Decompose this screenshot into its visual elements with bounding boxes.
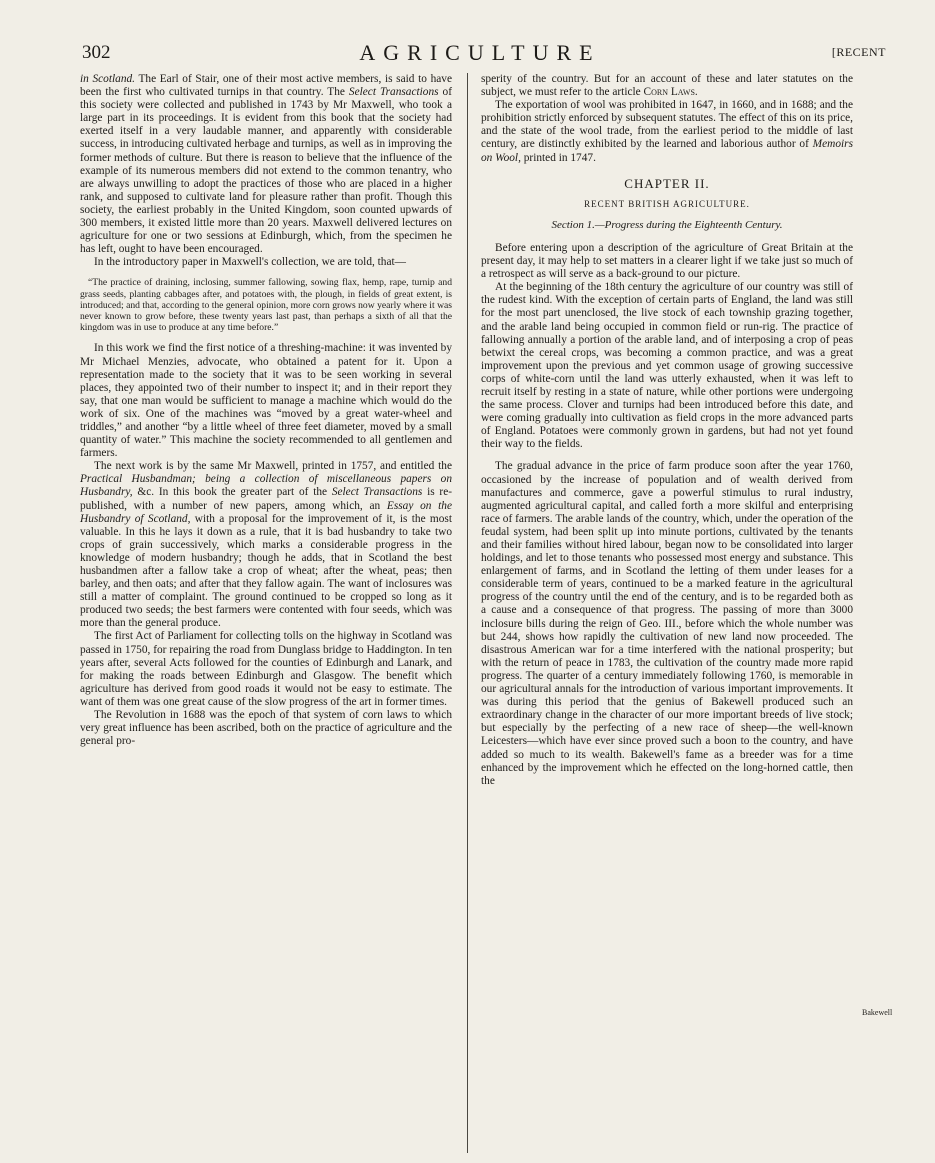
text-run: with a proposal for the improvement of it, is the most valuable. In this he lays it down as a rule, that it is bad husbandry to take two crops of grain successively, which marks a considerable progress in the knowledge of modern husbandry; though he adds, that in Scotland the best husbandmen after a fallow take a crop of wheat; after the wheat, peas; then barley, and then oats; and after that they fallow again. The want of inclosures was still a matter of complaint. The ground continued to be cropped so long as it produced two seeds; the best farmers were contented with four seeds, which was more than the general produce. xyxy=(80,512,452,630)
right-column xyxy=(481,73,853,788)
italic-text: Memoirs on Wool, xyxy=(481,138,853,164)
italic-text: Essay on the Husbandry of Scotland, xyxy=(80,499,453,525)
paragraph xyxy=(481,73,853,99)
chapter-subheading: RECENT BRITISH AGRICULTURE. xyxy=(584,198,750,209)
paragraph: The Revolution in 1688 was the epoch of that system of corn laws to which very great influence has been ascribed, both on the practice of agriculture and the general pro- xyxy=(80,709,452,748)
section-tag: [RECENT xyxy=(831,45,886,59)
italic-text: Select Transactions xyxy=(348,86,439,99)
paragraph: The gradual advance in the price of farm produce soon after the year 1760, occasioned by the increase of population and of wealth derived from manufactures and commerce, gave a powerful stimulus to rural industry, augmented agricultural capital, and called forth a more skilful and enterprising race of farmers. The arable lands of the country, which, under the operation of the feudal system, had been split up into minute portions, cultivated by the tenants and their families without hired labour, began now to be consolidated into larger holdings, and let to those tenants who possessed most energy and substance. This enlargement of farms, and in Scotland the letting of them under leases for a considerable term of years, continued to be a marked feature in the agricultural progress of the country until the end of the century, and is to be regarded both as a cause and a consequence of that progress. The passing of more than 3000 inclosure bills during the reign of Geo. III., before which the whole number was but 244, shows how rapidly the cultivation of new land now proceeded. The disastrous American war for a time interfered with the national prosperity; but with the return of peace in 1783, the cultivation of the country made more rapid progress. The quarter of a century immediately following 1760, is memorable in our agricultural annals for the introduction of various important improvements. It was during this period that the genius of Bakewell produced such an extraordinary change in the character of our more important breeds of live stock; but especially by the perfecting of a new race of sheep—the well-known Leicesters—which have ever since proved such a boon to the country, and have added so much to its wealth. Bakewell's fame as a breeder was for a time enhanced by the improvement which he effected on the long-horned cattle, then the xyxy=(481,460,853,787)
text-run: of this society were collected and published in 1743 by Mr Maxwell, who took a large part in its proceedings. It is evident from this book that the society had exerted itself in a very laudable manner, and apparently with considerable success, in introducing cultivated herbage and turnips, as well as in improving the former methods of culture. But there is reason to believe that the influence of the example of its numerous members did not extend to the common tenantry, who are always unwilling to adopt the practices of those who are placed in a higher rank, and supposed to cultivate land for pleasure rather than profit. Though this society, the earliest probably in the United Kingdom, soon counted upwards of 300 members, it existed little more than 20 years. Maxwell delivered lectures on agriculture for one or two sessions at Edinburgh, which, from the specimen he has left, ought to have been encouraged. xyxy=(80,86,452,256)
italic-text: in Scotland. xyxy=(80,73,136,85)
paragraph: The first Act of Parliament for collecting tolls on the highway in Scotland was passed in 1750, for repairing the road from Dunglass bridge to Haddington. In ten years after, several Acts followed for the counties of Edinburgh and Lanark, and for making the roads between Edinburgh and Glasgow. The benefit which agriculture has derived from good roads it would not be easy to estimate. The want of them was one great cause of the slow progress of the art in former times. xyxy=(80,630,452,708)
block-quote: “The practice of draining, inclosing, summer fallowing, sowing flax, hemp, rape, turnip and grass seeds, planting cabbages after, and potatoes with, the plough, in fields of great extent, is introduced; and that, according to the general opinion, more corn grows now yearly where it was never known to grow before, these twenty years last past, than perhaps a sixth of all that the kingdom was in use to produce at any time before.” xyxy=(80,277,452,334)
running-title: AGRICULTURE xyxy=(359,40,601,65)
text-run: The next work is by the same Mr Maxwell, printed in 1757, and entitled the xyxy=(94,460,452,473)
text-run: The exportation of wool was prohibited in 1647, in 1660, and in 1688; and the prohibition strictly enforced by subsequent statutes. The effect of this on its price, and the state of the wool trade, from the earliest period to the middle of last century, are distinctly exhibited by the learned and laborious author of xyxy=(481,99,853,151)
text-run: sperity of the country. But for an account of these and later statutes on the subject, we must refer to the article xyxy=(481,73,853,99)
text-run: &c. In this book the greater part of the xyxy=(132,486,332,499)
paragraph xyxy=(481,99,853,164)
page-header xyxy=(80,40,886,68)
text-run: The Earl of Stair, one of their most active members, is said to have been the first who cultivated turnips in that country. The xyxy=(80,73,452,99)
text-run: is re-published, with a number of new papers, among which, an xyxy=(80,486,453,512)
column-divider xyxy=(467,73,468,1153)
cross-reference: Corn Laws. xyxy=(643,86,698,99)
paragraph xyxy=(80,73,452,256)
paragraph: Before entering upon a description of the agriculture of Great Britain at the present day, it may help to set matters in a clearer light if we take just so much of a retrospect as will serve as a back-ground to our picture. xyxy=(481,241,853,281)
paragraph xyxy=(80,460,452,630)
text-run: printed in 1747. xyxy=(520,151,596,164)
paragraph: In this work we find the first notice of a threshing-machine: it was invented by Mr Michael Menzies, advocate, who obtained a patent for it. Upon a representation made to the society that it was to be seen working in several places, they appointed two of their number to inspect it; and in their report they say, that one man would be sufficient to manage a machine which would do the work of six. One of the machines was “moved by a great water-wheel and triddles,” and another “by a little wheel of three feet diameter, moved by a small quantity of water.” This machine the society recommended to all gentlemen and farmers. xyxy=(80,342,452,460)
margin-note: Bakewell xyxy=(862,1008,893,1017)
chapter-heading: CHAPTER II. xyxy=(624,175,710,191)
paragraph: At the beginning of the 18th century the agriculture of our country was still of the rudest kind. With the exception of certain parts of England, the land was still for the most part unenclosed, the live stock of each township grazing together, and the arable land being occupied in common field or run-rig. The practice of fallowing annually a portion of the arable land, and of interposing a crop of peas betwixt the cereal crops, was becoming a common practice, and was a great improvement upon the previous and yet common usage of growing successive corps of white-corn until the land was utterly exhausted, when it was left to recruit itself by resting in a state of nature, while other portions were undergoing the same process. Clover and turnips had been introduced before this date, and were coming gradually into cultivation as field crops in the more advanced parts of England. Potatoes were commonly grown in gardens, but had not yet found their way to the fields. xyxy=(481,281,853,451)
left-column xyxy=(80,73,452,748)
paragraph: In the introductory paper in Maxwell's collection, we are told, that— xyxy=(94,256,407,269)
section-heading: Section 1.—Progress during the Eighteenth Century. xyxy=(551,218,783,231)
page-number: 302 xyxy=(82,42,111,63)
italic-text: Select Transactions xyxy=(331,486,423,499)
italic-text: Practical Husbandman; being a collection of miscellaneous papers on Husbandry, xyxy=(80,473,452,499)
